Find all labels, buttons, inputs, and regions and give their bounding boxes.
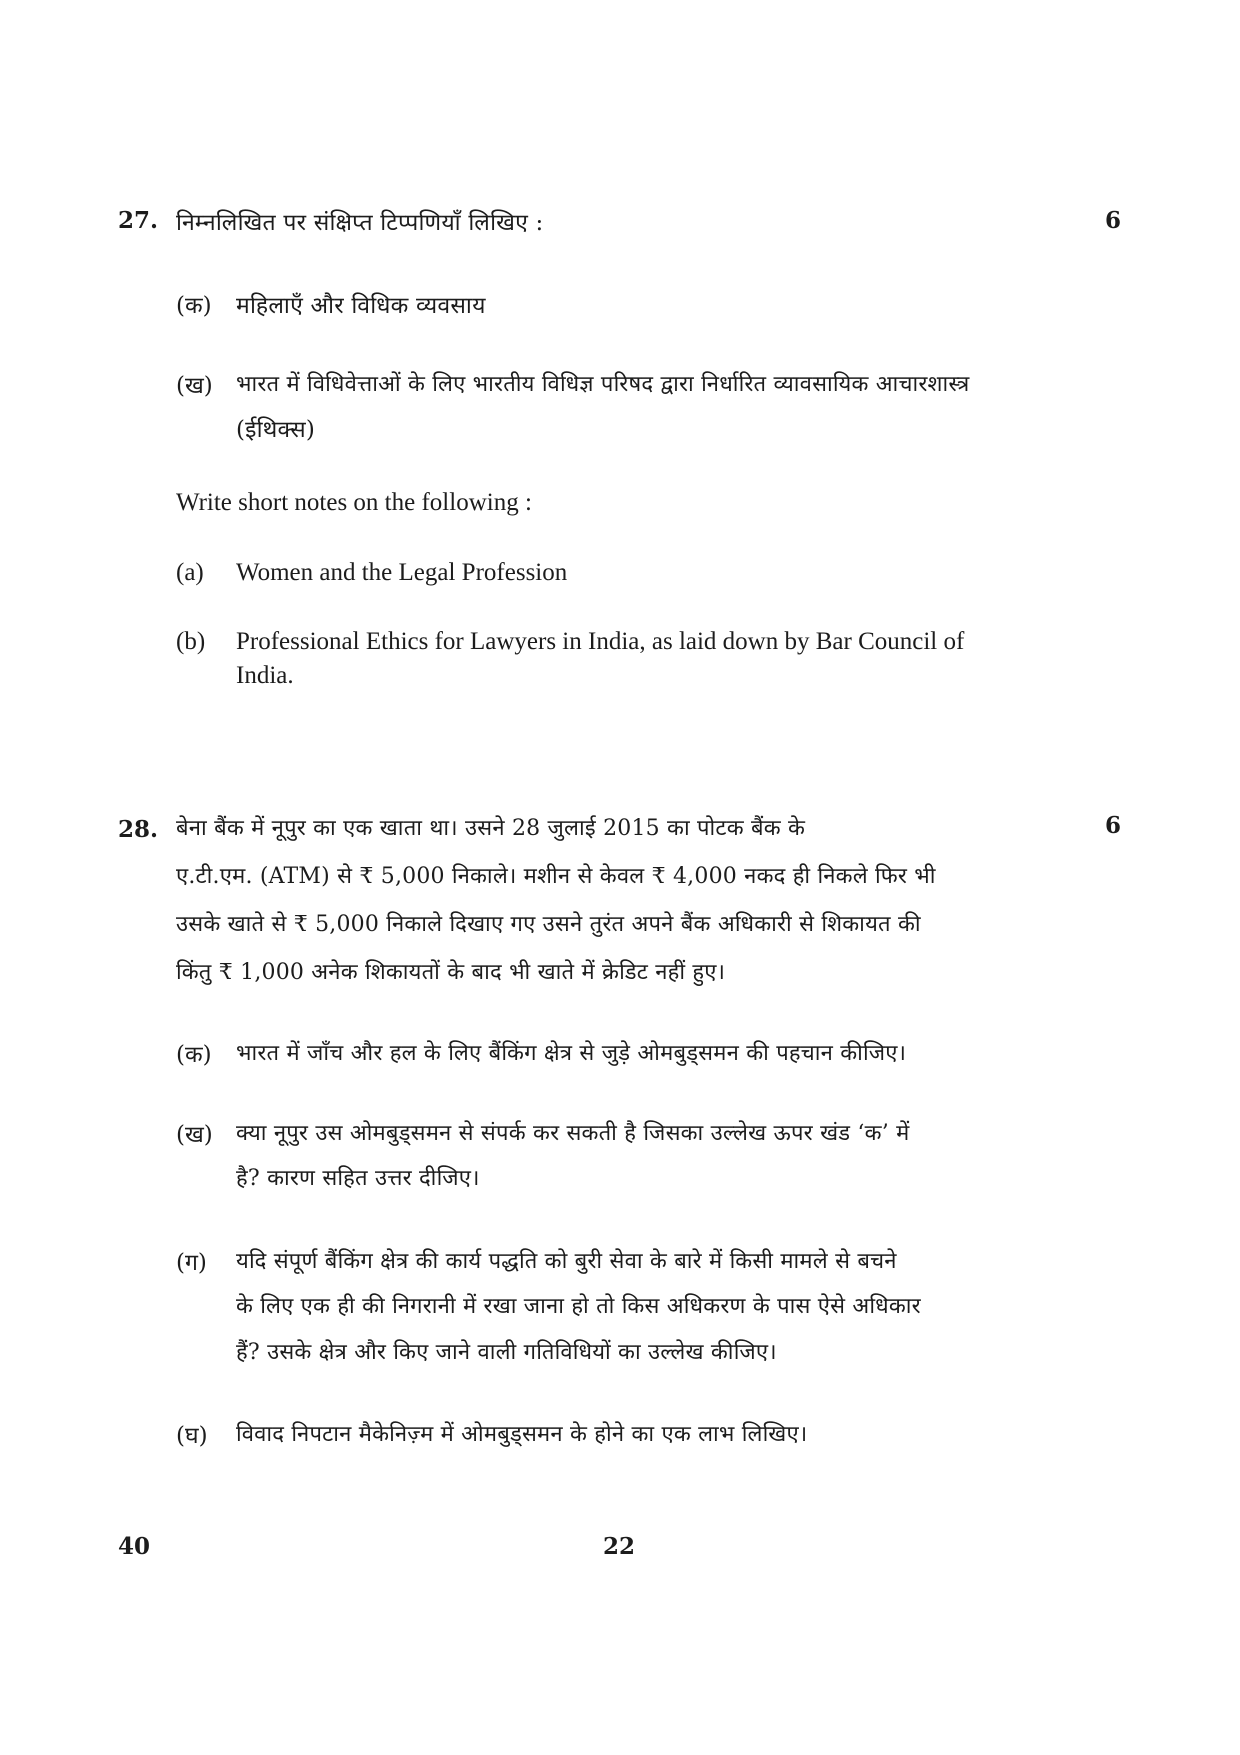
q28-part-b-line1: क्या नूपुर उस ओमबुड्समन से संपर्क कर सकती है जिसका उल्लेख ऊपर खंड ‘क’ में — [236, 1121, 910, 1146]
q28-part-a-label: (क) — [176, 1042, 212, 1068]
q28-stem-line-1: बेना बैंक में नूपुर का एक खाता था। उसने 28 जुलाई 2015 का पोटक बैंक के — [176, 816, 806, 841]
q28-stem-line-3: उसके खाते से ₹ 5,000 निकाले दिखाए गए उसने तुरंत अपने बैंक अधिकारी से शिकायत की — [176, 912, 921, 937]
q28-stem-line-4: किंतु ₹ 1,000 अनेक शिकायतों के बाद भी खाते में क्रेडिट नहीं हुए। — [176, 960, 726, 985]
q27-english-part-a-label: (a) — [176, 559, 204, 586]
q27-english-part-a-text: Women and the Legal Profession — [236, 559, 568, 586]
q27-hindi-stem: निम्नलिखित पर संक्षिप्त टिप्पणियाँ लिखिए : — [176, 210, 544, 236]
q27-hindi-part-b-line2: (ईथिक्स) — [236, 417, 316, 443]
q27-marks: 6 — [1105, 207, 1122, 234]
q27-english-part-b-line1: Professional Ethics for Lawyers in India, as laid down by Bar Council of — [236, 628, 965, 655]
q27-english-part-b-label: (b) — [176, 628, 206, 655]
q27-hindi-part-b-label: (ख) — [176, 373, 213, 399]
q28-part-c-label: (ग) — [176, 1250, 207, 1276]
q27-english-stem: Write short notes on the following : — [176, 489, 532, 516]
q28-part-c-line1: यदि संपूर्ण बैंकिंग क्षेत्र की कार्य पद्धति को बुरी सेवा के बारे में किसी मामले से बचने — [236, 1249, 897, 1274]
q28-stem-line-2: ए.टी.एम. (ATM) से ₹ 5,000 निकाले। मशीन से केवल ₹ 4,000 नकद ही निकले फिर भी — [176, 864, 936, 889]
q27-english-part-b-line2: India. — [236, 662, 294, 689]
q28-part-d-line1: विवाद निपटान मैकेनिज़्म में ओमबुड्समन के होने का एक लाभ लिखिए। — [236, 1422, 808, 1447]
q28-part-c-line3: हैं? उसके क्षेत्र और किए जाने वाली गतिविधियों का उल्लेख कीजिए। — [236, 1340, 777, 1365]
footer-code: 40 — [118, 1533, 151, 1560]
q27-number: 27. — [118, 207, 159, 234]
q28-part-d-label: (घ) — [176, 1423, 208, 1449]
page-number: 22 — [603, 1533, 636, 1560]
q27-hindi-part-a-text: महिलाएँ और विधिक व्यवसाय — [236, 293, 486, 319]
q28-part-b-line2: है? कारण सहित उत्तर दीजिए। — [236, 1166, 480, 1191]
q28-part-a-line1: भारत में जाँच और हल के लिए बैंकिंग क्षेत्र से जुड़े ओमबुड्समन की पहचान कीजिए। — [236, 1041, 907, 1066]
q27-hindi-part-b-line1: भारत में विधिवेत्ताओं के लिए भारतीय विधिज्ञ परिषद द्वारा निर्धारित व्यावसायिक आचारशास्त्र — [236, 372, 970, 397]
q27-hindi-part-a-label: (क) — [176, 293, 212, 319]
q28-marks: 6 — [1105, 812, 1122, 839]
q28-number: 28. — [118, 816, 159, 843]
q28-part-b-label: (ख) — [176, 1122, 213, 1148]
q28-part-c-line2: के लिए एक ही की निगरानी में रखा जाना हो तो किस अधिकरण के पास ऐसे अधिकार — [236, 1294, 921, 1319]
